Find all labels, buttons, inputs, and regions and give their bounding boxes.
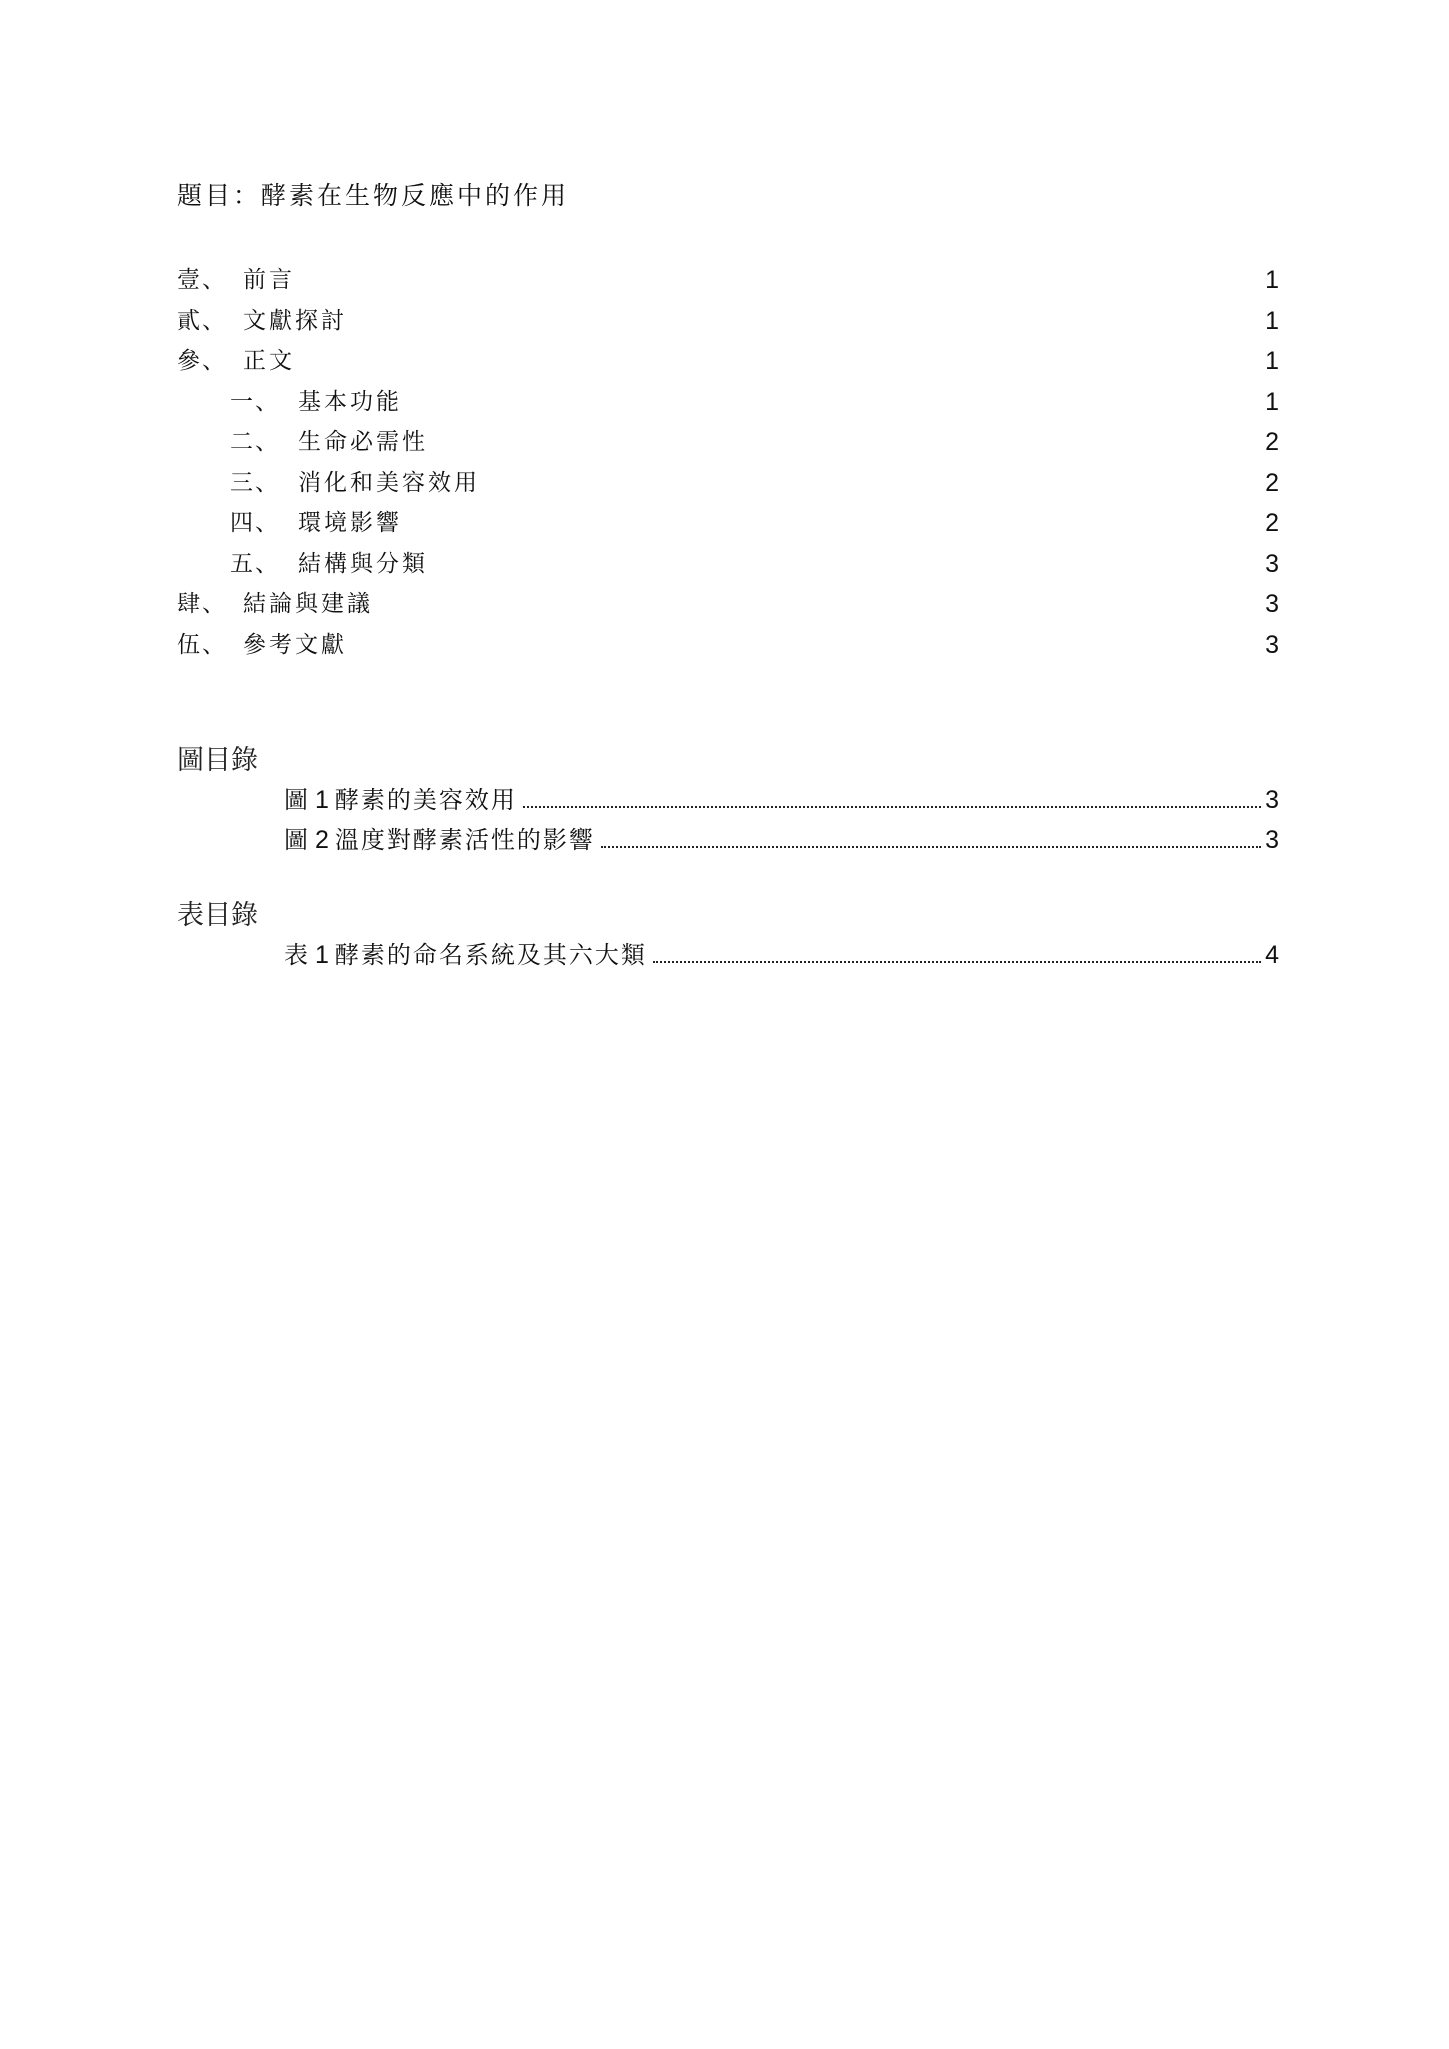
- dot-leader: [601, 846, 1261, 848]
- toc-item-title: 正文: [243, 348, 295, 374]
- entry-label: 表: [284, 941, 309, 969]
- toc-item-title: 文獻探討: [243, 307, 347, 334]
- figure-list-entry: [284, 819, 1279, 855]
- toc-item-page: 3: [1265, 590, 1279, 618]
- table-list-entry: [284, 934, 1279, 970]
- toc-item-number: 一、: [230, 388, 280, 415]
- toc-item-title: 結論與建議: [243, 591, 373, 617]
- toc-item-page: 1: [1265, 387, 1279, 416]
- toc-item-number: 參、: [177, 348, 227, 374]
- toc-subitem-digestion-beauty: [177, 465, 1279, 506]
- entry-title: 溫度對酵素活性的影響: [334, 826, 595, 854]
- toc-subitem-structure: [177, 546, 1279, 587]
- toc-item-literature-review: [177, 303, 1279, 344]
- entry-title: 酵素的命名系統及其六大類: [334, 941, 647, 969]
- page-title: 題目：酵素在生物反應中的作用: [177, 181, 570, 210]
- toc-item-number: 伍、: [177, 631, 227, 658]
- toc-subitem-environment: [177, 505, 1279, 546]
- dot-leader: [653, 961, 1261, 963]
- toc-item-page: 2: [1265, 428, 1279, 456]
- toc-item-page: 1: [1265, 306, 1279, 335]
- toc-item-references: [177, 627, 1279, 668]
- toc-item-number: 三、: [230, 469, 280, 496]
- entry-number: 1: [315, 786, 329, 814]
- toc-item-title: 環境影響: [298, 510, 402, 536]
- toc-item-main-text: [177, 343, 1279, 384]
- entry-page: 3: [1265, 826, 1279, 854]
- entry-number: 2: [315, 826, 329, 854]
- toc-item-number: 四、: [230, 510, 280, 536]
- entry-number: 1: [315, 941, 329, 969]
- toc-item-title: 基本功能: [298, 388, 402, 415]
- toc-item-page: 1: [1265, 347, 1279, 375]
- toc-item-title: 生命必需性: [298, 429, 428, 455]
- toc-item-number: 貳、: [177, 307, 227, 334]
- toc-item-title: 結構與分類: [298, 550, 428, 577]
- toc-item-number: 五、: [230, 550, 280, 577]
- toc-item-preface: [177, 262, 1279, 303]
- toc-subitem-life-necessity: [177, 424, 1279, 465]
- toc-item-page: 3: [1265, 549, 1279, 578]
- table-list-heading: 表目錄: [177, 900, 258, 931]
- entry-page: 3: [1265, 786, 1279, 814]
- toc-item-page: 2: [1265, 468, 1279, 497]
- toc-item-page: 2: [1265, 509, 1279, 537]
- figure-list-entry: [284, 779, 1279, 815]
- toc-item-title: 消化和美容效用: [298, 469, 480, 496]
- toc-item-number: 肆、: [177, 591, 227, 617]
- entry-label: 圖: [284, 786, 309, 814]
- toc-item-title: 參考文獻: [243, 631, 347, 658]
- table-of-contents: [177, 262, 1279, 667]
- toc-item-number: 二、: [230, 429, 280, 455]
- figure-list-heading: 圖目錄: [177, 745, 258, 776]
- toc-item-conclusion: [177, 586, 1279, 627]
- entry-label: 圖: [284, 826, 309, 854]
- dot-leader: [523, 806, 1261, 808]
- entry-title: 酵素的美容效用: [334, 786, 517, 814]
- entry-page: 4: [1265, 941, 1279, 969]
- toc-item-page: 1: [1265, 266, 1279, 294]
- toc-item-number: 壹、: [177, 267, 227, 293]
- toc-item-title: 前言: [243, 267, 295, 293]
- toc-item-page: 3: [1265, 630, 1279, 659]
- toc-subitem-basic-function: [177, 384, 1279, 425]
